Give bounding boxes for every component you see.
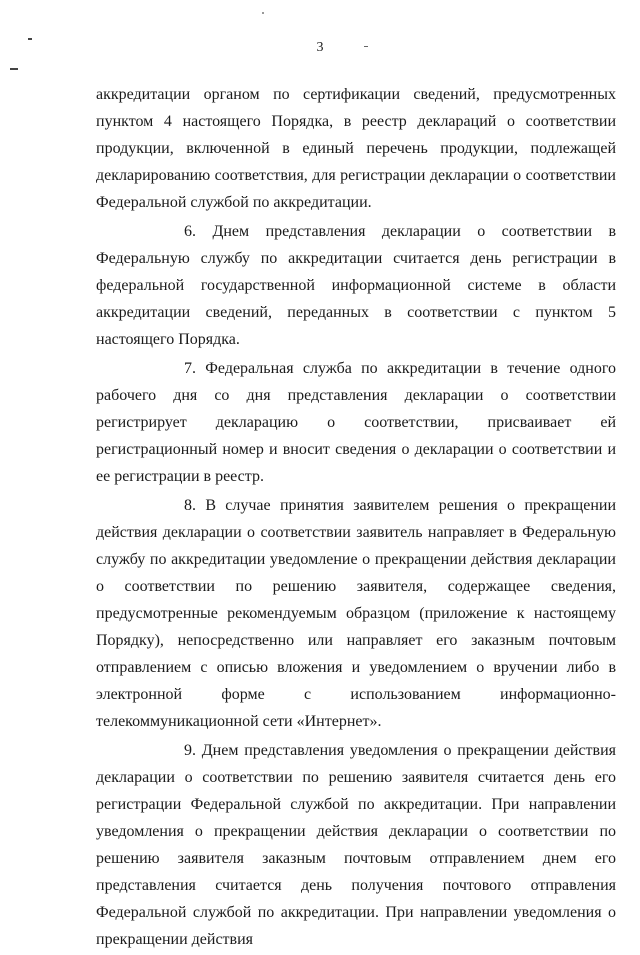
paragraph-text: аккредитации органом по сертификации сведений, предусмотренных пунктом 4 настоящего Порядка, в реестр деклараций о соответствии продукции, включенной в единый перечень продукции, подлежащей декларированию соответствия, для регистрации декларации о соответствии Федеральной службой по аккредитации. [96,86,616,211]
paragraph-continuation [96,81,616,216]
paragraph-7 [96,355,616,490]
paragraph-text: Федеральная служба по аккредитации в течение одного рабочего дня со дня представления декларации о соответствии регистрирует декларацию о соответствии, присваивает ей регистрационный номер и вносит сведения о декларации о соответствии и ее регистрации в реестр. [96,360,617,485]
paragraph-9 [96,737,616,953]
scan-artifact [262,12,264,14]
paragraph-text: Днем представления уведомления о прекращении действия декларации о соответствии по решению заявителя считается день его регистрации Федеральной службой по аккредитации. При направлении уведомления о прекращении действия декларации о соответствии по решению заявителя заказным почтовым отправлением днем его представления считается день получения почтового отправления Федеральной службой по аккредитации. При направлении уведомления о прекращении действия [96,742,616,948]
page-number: 3 [316,40,324,55]
paragraph-text: В случае принятия заявителем решения о прекращении действия декларации о соответствии заявитель направляет в Федеральную службу по аккредитации уведомление о прекращении действия декларации о соответствии по решению заявителя, содержащее сведения, предусмотренные рекомендуемым образцом (приложение к настоящему Порядку), непосредственно или направляет его заказным почтовым отправлением с описью вложения и уведомлением о вручении либо в электронной форме с использованием информационно-телекоммуникационной сети «Интернет». [96,497,617,730]
paragraph-8 [96,492,616,735]
paragraph-number: 6. [184,223,196,240]
paragraph-number: 8. [184,497,196,514]
scan-artifact [10,68,18,70]
paragraph-number: 7. [184,360,196,377]
document-body [96,81,616,955]
paragraph-6 [96,218,616,353]
paragraph-text: Днем представления декларации о соответствии в Федеральную службу по аккредитации считается день регистрации в федеральной государственной информационной системе в области аккредитации сведений, переданных в соответствии с пунктом 5 настоящего Порядка. [96,223,617,348]
paragraph-number: 9. [184,742,196,759]
